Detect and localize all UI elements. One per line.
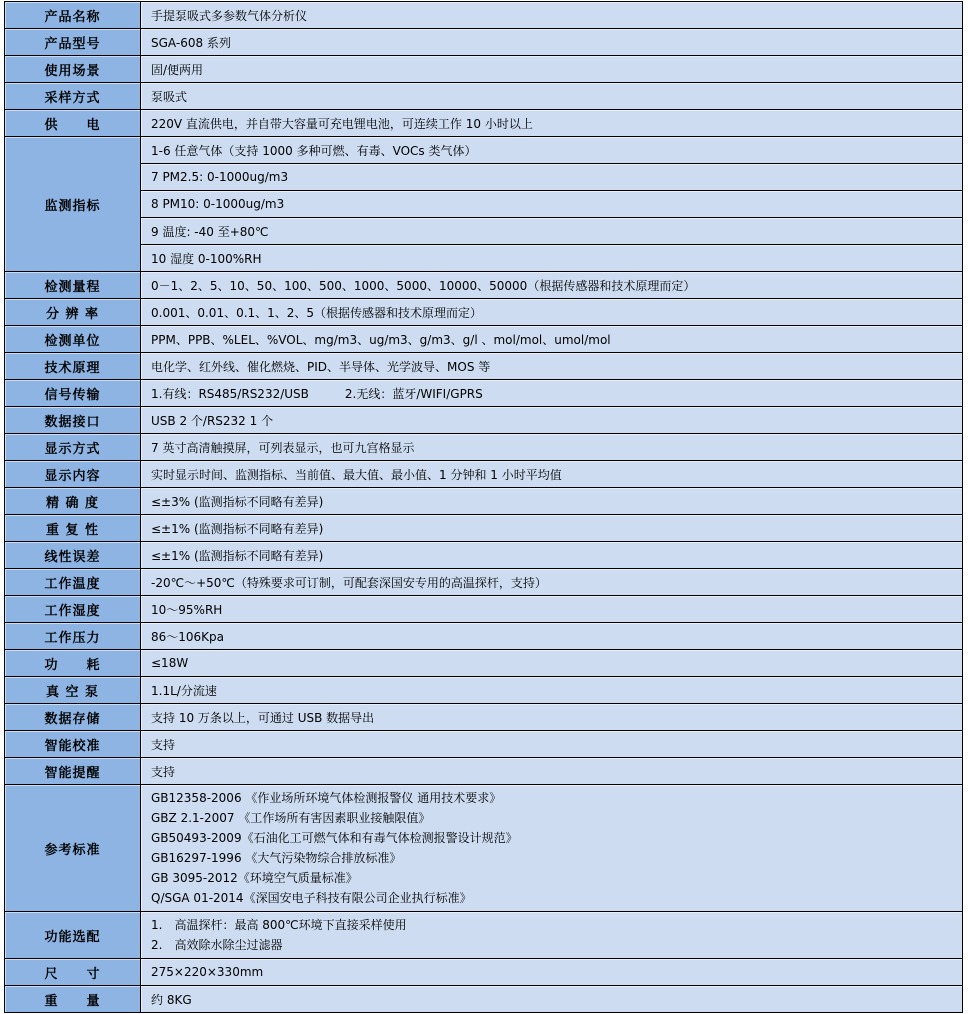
spec-value-cell: 7 PM2.5: 0-1000ug/m3 <box>141 164 963 191</box>
spec-label-cell: 检测量程 <box>5 272 141 299</box>
spec-value-cell: -20℃～+50℃（特殊要求可订制，可配套深国安专用的高温探杆，支持） <box>141 569 963 596</box>
spec-value-line: GB 3095-2012《环境空气质量标准》 <box>151 871 358 885</box>
table-row <box>5 56 963 83</box>
spec-label-cell: 功能选配 <box>5 912 141 959</box>
spec-value-cell: 1.1L/分流速 <box>141 677 963 704</box>
spec-value-line: GB50493-2009《石油化工可燃气体和有毒气体检测报警设计规范》 <box>151 831 518 845</box>
spec-value-cell: 220V 直流供电，并自带大容量可充电锂电池，可连续工作 10 小时以上 <box>141 110 963 137</box>
spec-label-cell: 工作温度 <box>5 569 141 596</box>
spec-label-cell: 重 复 性 <box>5 515 141 542</box>
spec-label-cell: 重 量 <box>5 986 141 1013</box>
spec-value-cell: 0.001、0.01、0.1、1、2、5（根据传感器和技术原理而定） <box>141 299 963 326</box>
spec-label-cell: 显示内容 <box>5 461 141 488</box>
spec-value-cell: 实时显示时间、监测指标、当前值、最大值、最小值、1 分钟和 1 小时平均值 <box>141 461 963 488</box>
spec-value-cell: 86～106Kpa <box>141 623 963 650</box>
table-row <box>5 245 963 272</box>
table-row <box>5 677 963 704</box>
table-row <box>5 704 963 731</box>
spec-value-line: GBZ 2.1-2007 《工作场所有害因素职业接触限值》 <box>151 811 431 825</box>
spec-value-line: 2. 高效除水除尘过滤器 <box>151 938 283 952</box>
spec-value-cell <box>141 785 963 912</box>
table-row <box>5 353 963 380</box>
spec-value-cell: ≤±3% (监测指标不同略有差异) <box>141 488 963 515</box>
spec-value-cell: 8 PM10: 0-1000ug/m3 <box>141 191 963 218</box>
spec-label-cell: 智能校准 <box>5 731 141 758</box>
spec-label-cell: 产品型号 <box>5 29 141 56</box>
spec-value-cell: ≤18W <box>141 650 963 677</box>
spec-label-cell: 供 电 <box>5 110 141 137</box>
spec-label-cell: 检测单位 <box>5 326 141 353</box>
table-row <box>5 731 963 758</box>
spec-label-cell: 监测指标 <box>5 137 141 272</box>
spec-label-cell: 工作湿度 <box>5 596 141 623</box>
spec-value-cell: 7 英寸高清触摸屏，可列表显示，也可九宫格显示 <box>141 434 963 461</box>
table-row <box>5 299 963 326</box>
table-row <box>5 2 963 29</box>
table-row <box>5 380 963 407</box>
spec-value-cell: 支持 10 万条以上，可通过 USB 数据导出 <box>141 704 963 731</box>
spec-label-cell: 线性误差 <box>5 542 141 569</box>
spec-label-cell: 数据存储 <box>5 704 141 731</box>
table-row <box>5 407 963 434</box>
spec-value-cell: 10～95%RH <box>141 596 963 623</box>
spec-label-cell: 采样方式 <box>5 83 141 110</box>
table-row <box>5 623 963 650</box>
table-row <box>5 434 963 461</box>
spec-label-cell: 功 耗 <box>5 650 141 677</box>
spec-value-line: 1. 高温探杆：最高 800℃环境下直接采样使用 <box>151 918 407 932</box>
table-row <box>5 191 963 218</box>
spec-label-cell: 信号传输 <box>5 380 141 407</box>
table-row <box>5 596 963 623</box>
table-row <box>5 785 963 912</box>
spec-value-cell: 9 温度: -40 至+80℃ <box>141 218 963 245</box>
spec-label-cell: 尺 寸 <box>5 959 141 986</box>
spec-label-cell: 分 辨 率 <box>5 299 141 326</box>
table-row <box>5 569 963 596</box>
spec-value-cell: 1-6 任意气体（支持 1000 多种可燃、有毒、VOCs 类气体） <box>141 137 963 164</box>
spec-label-cell: 产品名称 <box>5 2 141 29</box>
spec-label-cell: 技术原理 <box>5 353 141 380</box>
table-row <box>5 83 963 110</box>
spec-label-cell: 数据接口 <box>5 407 141 434</box>
table-row <box>5 164 963 191</box>
spec-value-line: Q/SGA 01-2014《深国安电子科技有限公司企业执行标准》 <box>151 891 472 905</box>
table-row <box>5 515 963 542</box>
table-row <box>5 272 963 299</box>
table-row <box>5 326 963 353</box>
spec-label-cell: 智能提醒 <box>5 758 141 785</box>
table-row <box>5 650 963 677</box>
spec-label-cell: 工作压力 <box>5 623 141 650</box>
spec-value-cell: ≤±1% (监测指标不同略有差异) <box>141 542 963 569</box>
table-row <box>5 461 963 488</box>
table-row <box>5 110 963 137</box>
table-row <box>5 542 963 569</box>
spec-label-cell: 真 空 泵 <box>5 677 141 704</box>
table-row <box>5 986 963 1013</box>
table-row <box>5 912 963 959</box>
spec-value-cell: 支持 <box>141 758 963 785</box>
spec-value-cell <box>141 912 963 959</box>
spec-value-cell: 泵吸式 <box>141 83 963 110</box>
spec-value-cell: 约 8KG <box>141 986 963 1013</box>
spec-table-body <box>5 2 963 1013</box>
spec-value-cell: USB 2 个/RS232 1 个 <box>141 407 963 434</box>
table-row <box>5 959 963 986</box>
spec-value-cell: 275×220×330mm <box>141 959 963 986</box>
spec-value-cell: 固/便两用 <box>141 56 963 83</box>
spec-value-cell: 电化学、红外线、催化燃烧、PID、半导体、光学波导、MOS 等 <box>141 353 963 380</box>
spec-value-line: GB16297-1996 《大气污染物综合排放标准》 <box>151 851 402 865</box>
table-row <box>5 488 963 515</box>
spec-value-cell: ≤±1% (监测指标不同略有差异) <box>141 515 963 542</box>
spec-value-cell: 手提泵吸式多参数气体分析仪 <box>141 2 963 29</box>
table-row <box>5 758 963 785</box>
table-row <box>5 137 963 164</box>
spec-label-cell: 显示方式 <box>5 434 141 461</box>
spec-value-cell: 支持 <box>141 731 963 758</box>
product-spec-table <box>4 1 963 1013</box>
spec-label-cell: 使用场景 <box>5 56 141 83</box>
spec-value-cell: 1.有线：RS485/RS232/USB 2.无线：蓝牙/WIFI/GPRS <box>141 380 963 407</box>
spec-value-cell: PPM、PPB、%LEL、%VOL、mg/m3、ug/m3、g/m3、g/l 、mol/mol、umol/mol <box>141 326 963 353</box>
spec-value-cell: 10 湿度 0-100%RH <box>141 245 963 272</box>
spec-value-line: GB12358-2006 《作业场所环境气体检测报警仪 通用技术要求》 <box>151 791 502 805</box>
spec-value-cell: SGA-608 系列 <box>141 29 963 56</box>
table-row <box>5 218 963 245</box>
spec-value-cell: 0－1、2、5、10、50、100、500、1000、5000、10000、50000（根据传感器和技术原理而定） <box>141 272 963 299</box>
spec-label-cell: 参考标准 <box>5 785 141 912</box>
table-row <box>5 29 963 56</box>
spec-label-cell: 精 确 度 <box>5 488 141 515</box>
